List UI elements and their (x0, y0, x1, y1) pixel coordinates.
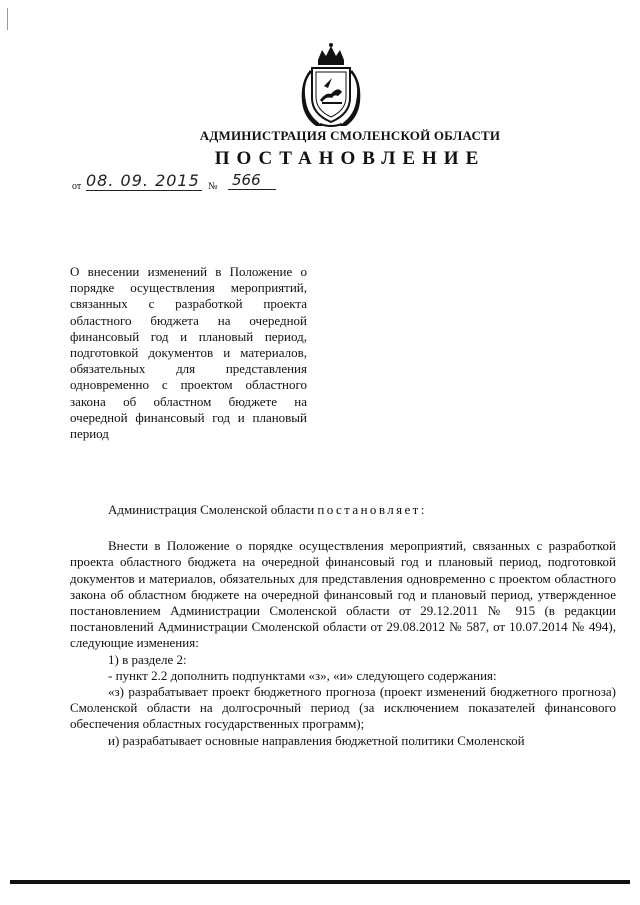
document-body (70, 502, 616, 749)
organization-title: АДМИНИСТРАЦИЯ СМОЛЕНСКОЙ ОБЛАСТИ (199, 128, 501, 143)
document-subject: О внесении изменений в Положение о порядке осуществления мероприятий, связанных с разработкой проекта областного бюджета на очередной финансовый год и плановый период, подготовкой документов и материалов, обязательных для представления одновременно с проектом областного закона об областном бюджете на очередной финансовый год и плановый период (70, 264, 307, 442)
date-prefix: от (72, 181, 82, 192)
body-paragraph: Внести в Положение о порядке осуществления мероприятий, связанных с разработкой проекта областного бюджета на очередной финансовый год и плановый период, подготовкой документов и материалов, обязательных для представления одновременно с проектом областного закона об областном бюджете на очередной финансовый год и плановый период, утвержденное постановлением Администрации Смоленской области от 29.12.2011 № 915 (в редакции постановлений Администрации Смоленской области от 29.08.2012 № 587, от 10.07.2014 № 494), следующие изменения: (70, 538, 616, 651)
body-paragraph: и) разрабатывает основные направления бюджетной политики Смоленской (108, 732, 525, 748)
number-prefix: № (208, 181, 218, 192)
document-type-title: ПОСТАНОВЛЕНИЕ (214, 148, 486, 169)
scan-artifact-line (7, 8, 8, 30)
preamble-prefix: Администрация Смоленской области (108, 502, 315, 517)
preamble-decree-word: постановляет: (317, 502, 427, 517)
scan-bottom-border (10, 880, 630, 884)
body-paragraph: 1) в разделе 2: (108, 651, 187, 667)
body-paragraph: «з) разрабатывает проект бюджетного прогноза (проект изменений бюджетного прогноза) Смоленской области на долгосрочный период (за исключением показателей финансового обеспечения областных государственных программ); (70, 684, 616, 732)
preamble (70, 502, 616, 518)
document-date: 08. 09. 2015 (86, 171, 202, 191)
document-number: 566 (228, 171, 276, 190)
body-paragraph: - пункт 2.2 дополнить подпунктами «з», «и» следующего содержания: (108, 667, 497, 683)
coat-of-arms-icon (298, 42, 364, 128)
